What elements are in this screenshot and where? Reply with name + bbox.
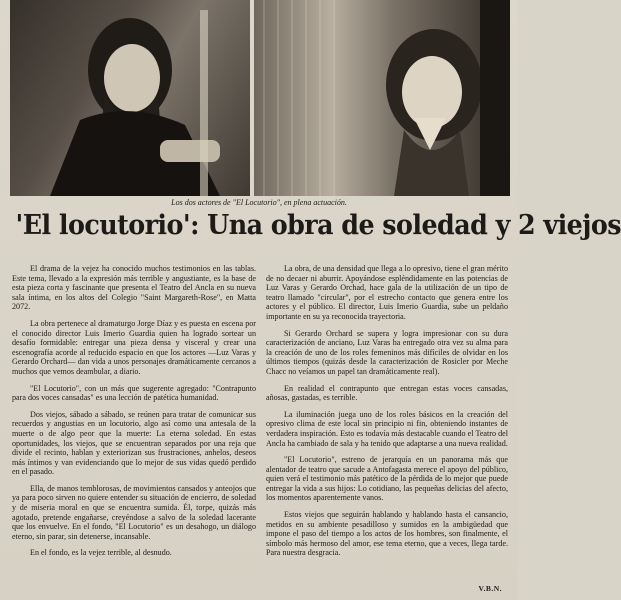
- paragraph: En el fondo, es la vejez terrible, al desnudo.: [30, 548, 172, 558]
- article-column-right: [266, 264, 508, 565]
- actor-right-illustration: [254, 0, 510, 196]
- paragraph: El drama de la vejez ha conocido muchos testimonios en las tablas. Este tema, llevado a la expresión más terrible y angustiante, es la base de esta pieza corta y fascinante que presenta el Teatro del Ancla en su nueva sala íntima, en los altos del Colegio "Saint Margareth-Rose", en Matta 2072.: [12, 264, 256, 312]
- paragraph: Si Gerardo Orchard se supera y logra impresionar con su dura caracterización de anciano, Luz Varas ha entregado otra vez su alma para la creación de uno de los roles femeninos más difíciles de olvidar en los últimos tiempos (quizás desde la caracterización de Rosicler por Meche Chacc no veíamos un papel tan dramáticamente real).: [266, 328, 508, 376]
- paragraph: La obra pertenece al dramaturgo Jorge Díaz y es puesta en escena por el conocido director Luis Imerio Guardia quien ha logrado sortear un desafío formidable: entregar una pieza densa y visceral y crear una escenografía acorde al reducido espacio en que los actores —Luz Varas y Gerardo Orchard— dan vida a unos personajes dramáticamente cercanos a muchos que vemos deambular, a diario.: [12, 318, 256, 376]
- photo-actor-right: [254, 0, 510, 196]
- paragraph: Dos viejos, sábado a sábado, se reúnen para tratar de comunicar sus recuerdos y angustias en un locutorio, algo así como una antesala de la muerte o de algo peor que la muerte: La eterna soledad. En estas oportunidades, los viejos, que se encuentran separados por una reja que divide el recinto, hablan y exteriorizan sus frustraciones, anhelos, deseos más íntimos y van evidenciando que lo mejor de sus vidas quedó perdido en el pasado.: [12, 409, 256, 477]
- paragraph: Estos viejos que seguirán hablando y hablando hasta el cansancio, metidos en su ambiente pesadilloso y sumidos en la ambigüedad que impone el paso del tiempo a los actos de los hombres, son finalmente, el símbolo más hermoso del amor, ese tema eterno, que a veces, llega tarde. Para nuestra desgracia.: [266, 510, 508, 558]
- actor-left-illustration: [10, 0, 250, 196]
- article-headline: 'El locutorio': Una obra de soledad y 2 viejos: [15, 210, 621, 241]
- photo-actor-left: [10, 0, 250, 196]
- paragraph: La obra, de una densidad que llega a lo opresivo, tiene el gran mérito de no decaer ni aburrir. Apoyándose espléndidamente en las potencias de Luz Varas y Gerardo Orchad, hace gala de la utilización de un tipo de teatro llamado "circular", por el estrecho contacto que genera entre los actores y el público. El director, Luis Imerio Guardia, sube un peldaño importante en su ya reconocida trayectoria.: [266, 264, 508, 321]
- paragraph: "El Locutorio", estreno de jerarquía en un panorama más que alentador de teatro que sacude a Antofagasta merece el apoyo del público, quien verá el testimonio más patético de la pérdida de lo mejor que puede entregar la vida a sus hijos: Lo cotidiano, las pequeñas delicias del afecto, los momentos aparentemente vanos.: [266, 455, 508, 503]
- photo-caption: Los dos actores de "El Locutorio", en plena actuación.: [171, 198, 347, 207]
- paragraph: La iluminación juega uno de los roles básicos en la creación del opresivo clima de este local sin principio ni fin, obteniendo instantes de verdadera inspiración. Esto es todavía más destacable cuando el Teatro del Ancla ha cambiado de sala y ha tenido que adaptarse a una nueva realidad.: [266, 409, 508, 448]
- paragraph: En realidad el contrapunto que entregan estas voces cansadas, añosas, gastadas, es terrible.: [266, 383, 508, 403]
- author-signature: V.B.N.: [478, 584, 502, 593]
- paragraph: Ella, de manos temblorosas, de movimientos cansados y anteojos que ya para poco sirven no quiere entender su situación de encierro, de soledad y de miseria moral en que se encuentra sumida. Él, torpe, quizás más agotado, pretende engañarse, creyéndose a salvo de la soledad lacerante que los envuelve. En el fondo, "El Locutorio" es un desahogo, un diálogo eterno, sin parar, sin detenerse, incansable.: [12, 483, 256, 541]
- paragraph: "El Locutorio", con un más que sugerente agregado: "Contrapunto para dos voces cansadas" es una lección de patética humanidad.: [12, 383, 256, 403]
- article-column-left: [12, 264, 256, 565]
